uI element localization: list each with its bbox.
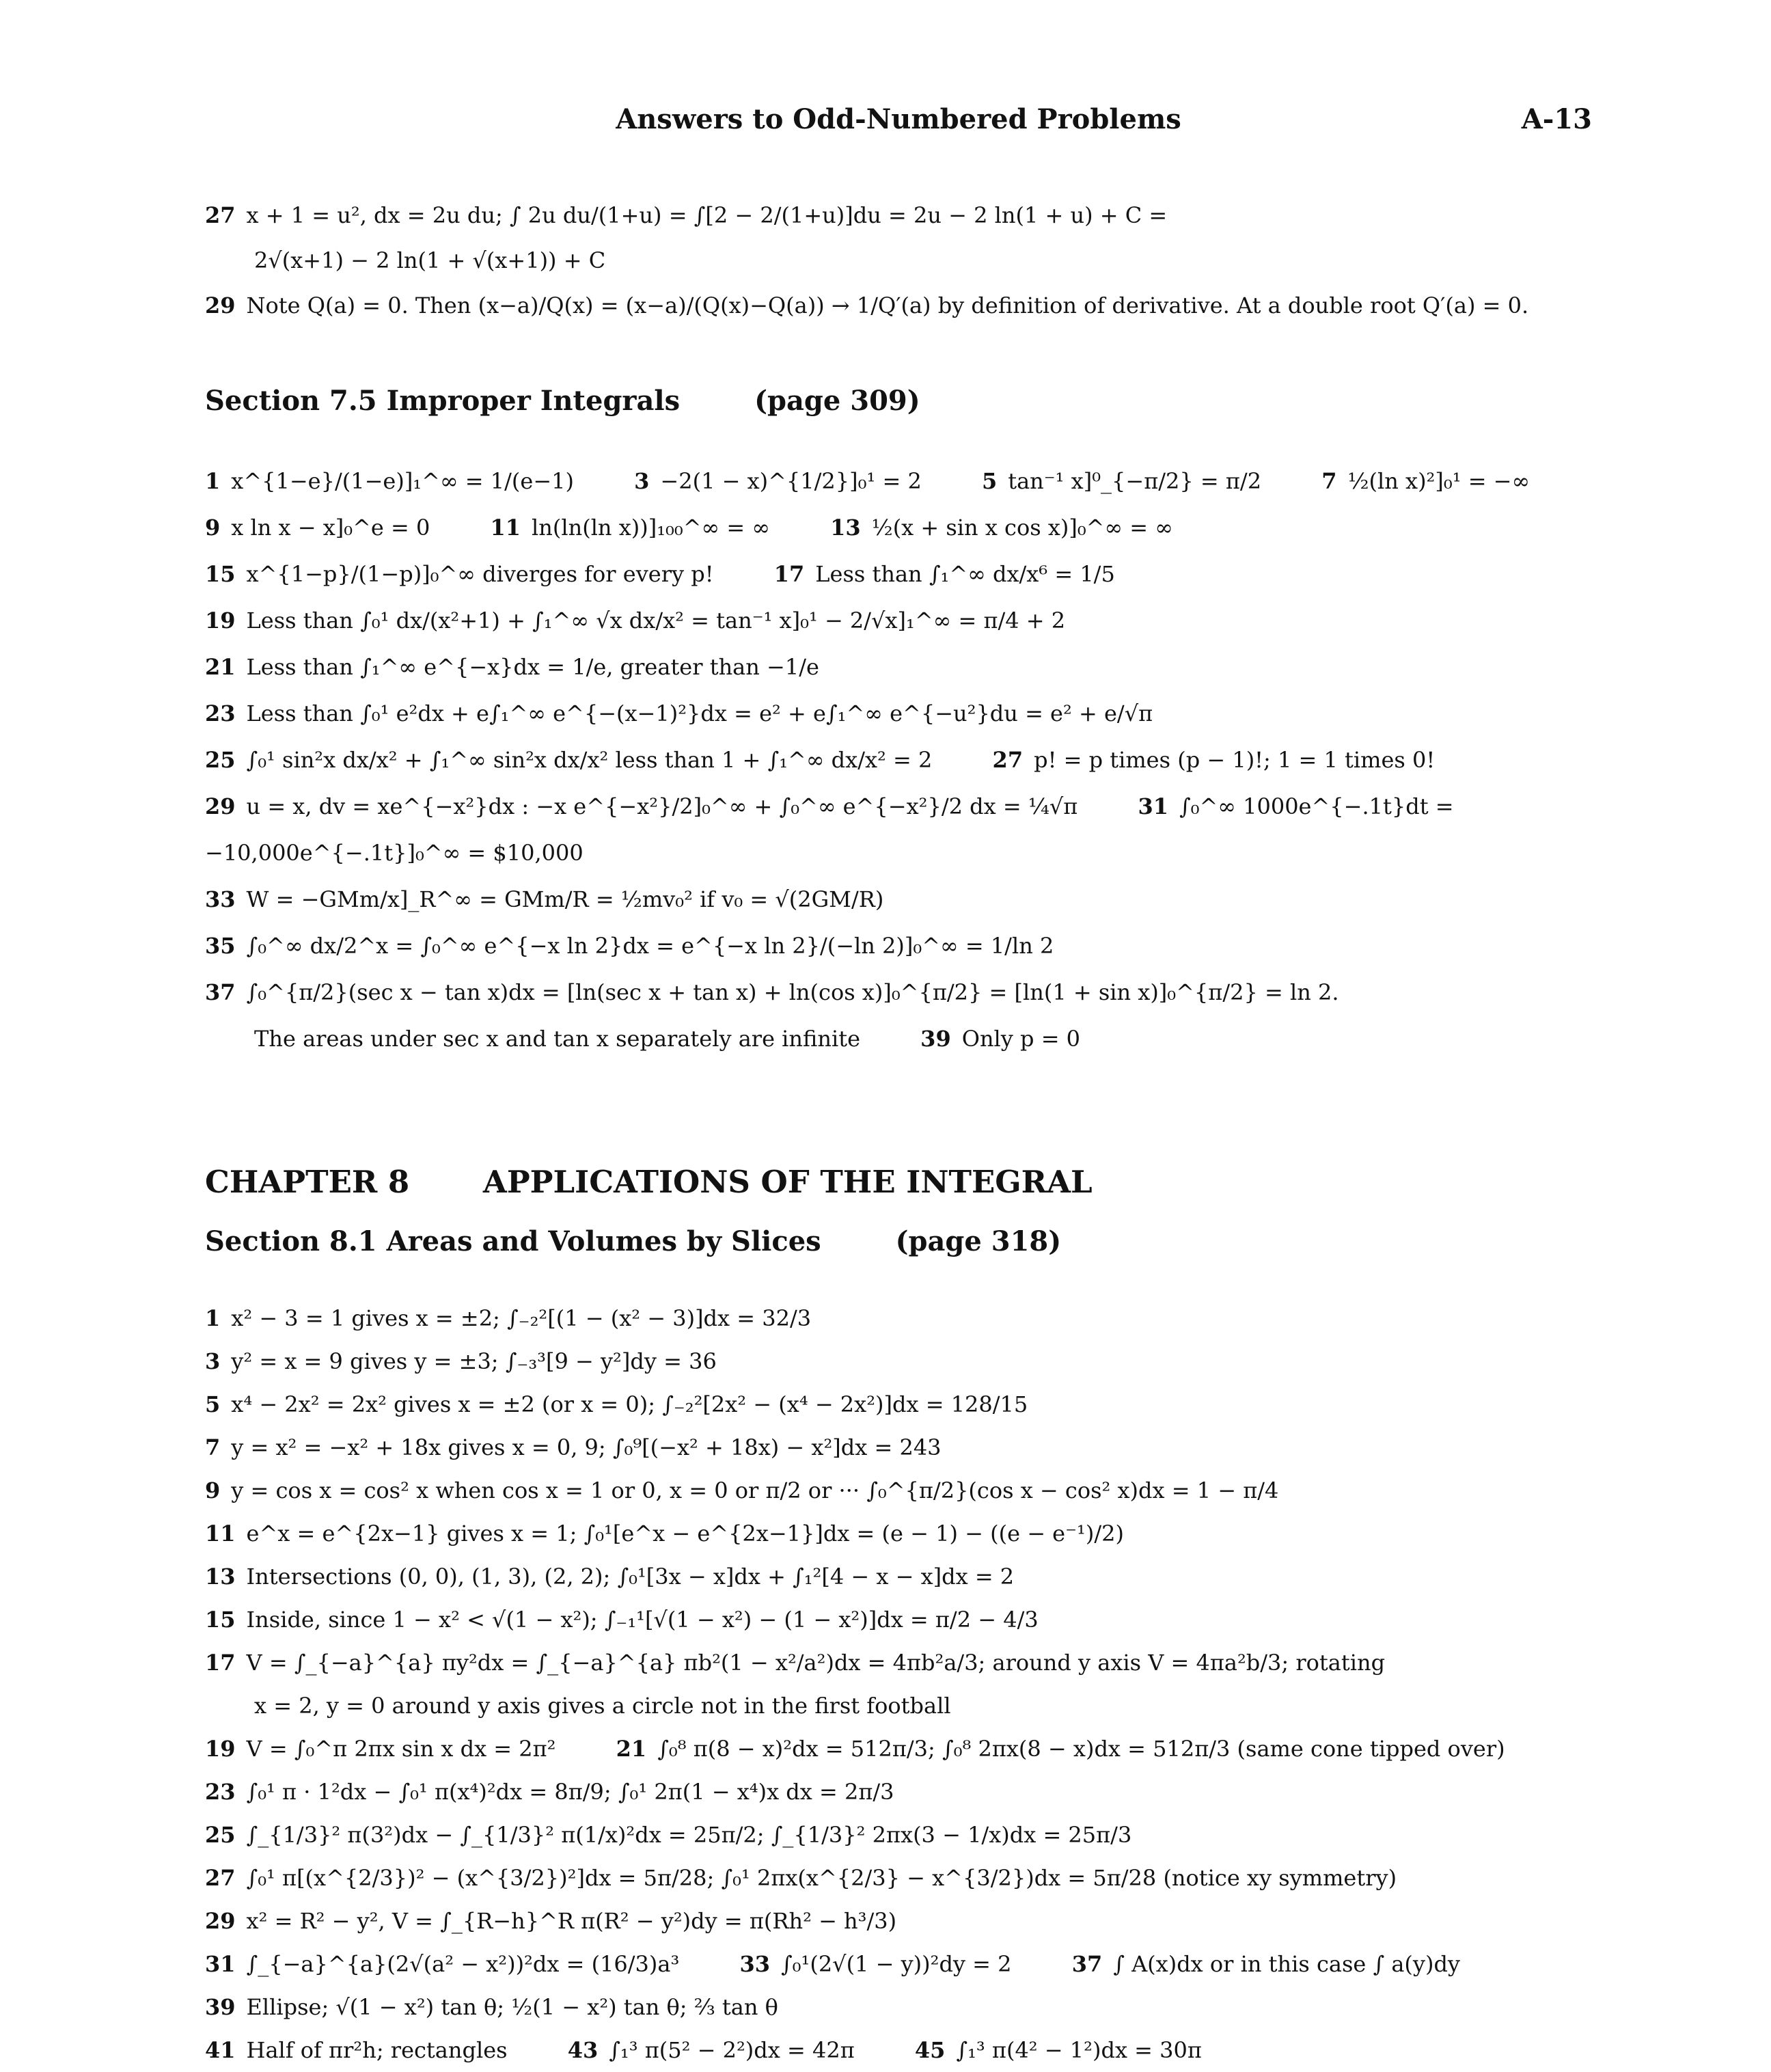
problem-number: 33 <box>205 886 236 912</box>
answer-line <box>205 690 1592 737</box>
answer-line <box>205 504 1592 551</box>
page-title: Answers to Odd-Numbered Problems <box>616 103 1181 135</box>
problem-number: 41 <box>205 2037 236 2063</box>
problem-number: 13 <box>205 1564 236 1590</box>
answer-text: x⁴ − 2x² = 2x² gives x = ±2 (or x = 0); ∫₋₂²[2x² − (x⁴ − 2x²)]dx = 128/15 <box>231 1391 1028 1417</box>
problem-number: 1 <box>205 1305 221 1331</box>
answer-line-continuation <box>205 238 1592 283</box>
answer-text: ∫₁³ π(5² − 2²)dx = 42π <box>609 2037 855 2063</box>
problem-number: 5 <box>205 1391 221 1417</box>
chapter-title: APPLICATIONS OF THE INTEGRAL <box>482 1164 1093 1200</box>
section-heading-text: Section 7.5 Improper Integrals <box>205 385 681 417</box>
problem-number: 9 <box>205 515 221 541</box>
answer-text: ∫₀¹ π · 1²dx − ∫₀¹ π(x⁴)²dx = 8π/9; ∫₀¹ 2π(1 − x⁴)x dx = 2π/3 <box>246 1779 894 1805</box>
answer-text: x^{1−p}/(1−p)]₀^∞ diverges for every p! <box>246 561 714 587</box>
answer-text: x² − 3 = 1 gives x = ±2; ∫₋₂²[(1 − (x² − 3)]dx = 32/3 <box>231 1305 812 1331</box>
answer-text: ∫ A(x)dx or in this case ∫ a(y)dy <box>1113 1951 1460 1977</box>
problem-number: 9 <box>205 1477 221 1503</box>
answer-text: Ellipse; √(1 − x²) tan θ; ½(1 − x²) tan θ; ⅔ tan θ <box>246 1994 778 2020</box>
answer-line <box>205 783 1592 876</box>
answer-line <box>205 1771 1592 1814</box>
problem-number: 23 <box>205 1779 236 1805</box>
problem-number: 29 <box>205 1908 236 1934</box>
answer-line <box>205 1469 1592 1512</box>
answer-text: ½(ln x)²]₀¹ = −∞ <box>1347 468 1530 494</box>
answer-line <box>205 283 1592 328</box>
answer-text: V = ∫_{−a}^{a} πy²dx = ∫_{−a}^{a} πb²(1 − x²/a²)dx = 4πb²a/3; around y axis V = 4πa²b/3; rotating <box>246 1650 1386 1676</box>
problem-number: 29 <box>205 793 236 819</box>
answer-text: x = 2, y = 0 around y axis gives a circle not in the first football <box>254 1693 951 1719</box>
answer-line <box>205 458 1592 504</box>
page-number: A-13 <box>1521 103 1592 135</box>
answer-text: ½(x + sin x cos x)]₀^∞ = ∞ <box>871 515 1173 541</box>
answer-line <box>205 1512 1592 1555</box>
answer-text: ∫₀¹ π[(x^{2/3})² − (x^{3/2})²]dx = 5π/28; ∫₀¹ 2πx(x^{2/3} − x^{3/2})dx = 5π/28 (notice xy symmetry) <box>246 1865 1397 1891</box>
section-page-ref: (page 309) <box>754 385 920 417</box>
answer-text: V = ∫₀^π 2πx sin x dx = 2π² <box>246 1736 556 1762</box>
problem-number: 29 <box>205 292 236 318</box>
problem-number: 27 <box>205 202 236 228</box>
section-heading-text: Section 8.1 Areas and Volumes by Slices <box>205 1225 821 1257</box>
section-page-ref: (page 318) <box>895 1225 1062 1257</box>
answer-line-continuation <box>205 1685 1592 1728</box>
problem-number: 19 <box>205 608 236 633</box>
answer-text: ∫₁³ π(4² − 1²)dx = 30π <box>956 2037 1202 2063</box>
answer-text: e^x = e^{2x−1} gives x = 1; ∫₀¹[e^x − e^{2x−1}]dx = (e − 1) − ((e − e⁻¹)/2) <box>246 1521 1124 1546</box>
answer-line <box>205 1598 1592 1641</box>
answer-text: ∫₀^∞ dx/2^x = ∫₀^∞ e^{−x ln 2}dx = e^{−x ln 2}/(−ln 2)]₀^∞ = 1/ln 2 <box>246 933 1054 959</box>
problem-number: 15 <box>205 561 236 587</box>
answer-text: Less than ∫₁^∞ e^{−x}dx = 1/e, greater than −1/e <box>246 654 819 680</box>
problem-number: 5 <box>981 468 998 494</box>
answer-line <box>205 2029 1592 2072</box>
answer-text: ∫₀¹(2√(1 − y))²dy = 2 <box>781 1951 1012 1977</box>
answer-line <box>205 1426 1592 1469</box>
answer-text: x² = R² − y², V = ∫_{R−h}^R π(R² − y²)dy = π(Rh² − h³/3) <box>246 1908 897 1934</box>
answer-line <box>205 737 1592 783</box>
problem-number: 39 <box>205 1994 236 2020</box>
answer-line <box>205 644 1592 690</box>
answer-text: Inside, since 1 − x² < √(1 − x²); ∫₋₁¹[√(1 − x²) − (1 − x²)]dx = π/2 − 4/3 <box>246 1607 1039 1633</box>
answer-text: x^{1−e}/(1−e)]₁^∞ = 1/(e−1) <box>231 468 574 494</box>
answer-text: W = −GMm/x]_R^∞ = GMm/R = ½mv₀² if v₀ = √(2GM/R) <box>246 886 884 912</box>
answer-text: Less than ∫₀¹ e²dx + e∫₁^∞ e^{−(x−1)²}dx = e² + e∫₁^∞ e^{−u²}du = e² + e/√π <box>246 700 1153 726</box>
problem-number: 25 <box>205 747 236 773</box>
section-8-1-answers <box>205 1297 1592 2072</box>
answer-line <box>205 1555 1592 1598</box>
answer-line <box>205 969 1592 1015</box>
answer-text: Only p = 0 <box>961 1026 1081 1052</box>
answer-line <box>205 1943 1592 1986</box>
answer-text: ∫_{−a}^{a}(2√(a² − x²))²dx = (16/3)a³ <box>246 1951 680 1977</box>
problem-number: 3 <box>634 468 650 494</box>
answer-line <box>205 876 1592 923</box>
answer-text: Note Q(a) = 0. Then (x−a)/Q(x) = (x−a)/(Q(x)−Q(a)) → 1/Q′(a) by definition of derivative. At a double root Q′(a) = 0. <box>246 292 1529 318</box>
problem-number: 11 <box>205 1521 236 1546</box>
answer-line <box>205 551 1592 597</box>
section-7-5-heading <box>205 384 1592 418</box>
answer-text: x ln x − x]₀^e = 0 <box>231 515 430 541</box>
chapter-8-heading <box>205 1163 1592 1201</box>
problem-number: 17 <box>773 561 805 587</box>
answer-line-continuation <box>205 1015 1592 1062</box>
answer-text: ∫₀^{π/2}(sec x − tan x)dx = [ln(sec x + tan x) + ln(cos x)]₀^{π/2} = [ln(1 + sin x)]₀^{π/2} = ln 2. <box>246 979 1339 1005</box>
problem-number: 37 <box>1071 1951 1103 1977</box>
problem-number: 21 <box>616 1736 647 1762</box>
problem-number: 13 <box>830 515 861 541</box>
answer-line <box>205 193 1592 238</box>
problem-number: 7 <box>1321 468 1337 494</box>
problem-number: 33 <box>739 1951 770 1977</box>
answer-text: tan⁻¹ x]⁰_{−π/2} = π/2 <box>1008 468 1262 494</box>
page-header <box>205 103 1592 137</box>
answer-text: y² = x = 9 gives y = ±3; ∫₋₃³[9 − y²]dy = 36 <box>231 1348 717 1374</box>
problem-number: 31 <box>1138 793 1168 819</box>
problem-number: 1 <box>205 468 221 494</box>
problem-number: 3 <box>205 1348 221 1374</box>
problem-number: 39 <box>920 1026 951 1052</box>
problem-number: 17 <box>205 1650 236 1676</box>
answer-text: Half of πr²h; rectangles <box>246 2037 508 2063</box>
section-8-1-heading <box>205 1225 1592 1259</box>
answer-text: ∫₀¹ sin²x dx/x² + ∫₁^∞ sin²x dx/x² less than 1 + ∫₁^∞ dx/x² = 2 <box>246 747 933 773</box>
answer-line <box>205 1641 1592 1685</box>
answer-text: ∫₀^∞ 1000e^{−.1t}dt = −10,000e^{−.1t}]₀^∞ = $10,000 <box>205 793 1454 866</box>
answer-line <box>205 1728 1592 1771</box>
answer-line <box>205 1814 1592 1857</box>
answer-text: p! = p times (p − 1)!; 1 = 1 times 0! <box>1034 747 1436 773</box>
answer-line <box>205 1857 1592 1900</box>
answer-text: u = x, dv = xe^{−x²}dx : −x e^{−x²}/2]₀^∞ + ∫₀^∞ e^{−x²}/2 dx = ¼√π <box>246 793 1078 819</box>
problem-number: 37 <box>205 979 236 1005</box>
problem-number: 27 <box>992 747 1024 773</box>
problem-number: 15 <box>205 1607 236 1633</box>
answer-text: Intersections (0, 0), (1, 3), (2, 2); ∫₀¹[3x − x]dx + ∫₁²[4 − x − x]dx = 2 <box>246 1564 1015 1590</box>
answer-text: The areas under sec x and tan x separately are infinite <box>254 1026 860 1052</box>
answer-line <box>205 597 1592 644</box>
problem-number: 23 <box>205 700 236 726</box>
problem-number: 25 <box>205 1822 236 1848</box>
problem-number: 21 <box>205 654 236 680</box>
answer-text: −2(1 − x)^{1/2}]₀¹ = 2 <box>660 468 922 494</box>
answer-text: ∫_{1/3}² π(3²)dx − ∫_{1/3}² π(1/x)²dx = 25π/2; ∫_{1/3}² 2πx(3 − 1/x)dx = 25π/3 <box>246 1822 1132 1848</box>
answer-text: Less than ∫₁^∞ dx/x⁶ = 1/5 <box>815 561 1115 587</box>
answer-line <box>205 923 1592 969</box>
problem-number: 43 <box>567 2037 599 2063</box>
answer-line <box>205 1900 1592 1943</box>
problem-number: 19 <box>205 1736 236 1762</box>
problem-number: 31 <box>205 1951 236 1977</box>
answer-line <box>205 1297 1592 1340</box>
answer-text: x + 1 = u², dx = 2u du; ∫ 2u du/(1+u) = ∫[2 − 2/(1+u)]du = 2u − 2 ln(1 + u) + C = <box>246 202 1168 228</box>
chapter-label: CHAPTER 8 <box>205 1164 410 1200</box>
answer-text: Less than ∫₀¹ dx/(x²+1) + ∫₁^∞ √x dx/x² = tan⁻¹ x]₀¹ − 2/√x]₁^∞ = π/4 + 2 <box>246 608 1066 633</box>
problem-number: 7 <box>205 1434 221 1460</box>
intro-answers <box>205 193 1592 328</box>
section-7-5-answers <box>205 458 1592 1062</box>
problem-number: 11 <box>490 515 521 541</box>
answer-line <box>205 1340 1592 1383</box>
answer-text: ∫₀⁸ π(8 − x)²dx = 512π/3; ∫₀⁸ 2πx(8 − x)dx = 512π/3 (same cone tipped over) <box>657 1736 1505 1762</box>
answer-line <box>205 1383 1592 1426</box>
answer-text: y = cos x = cos² x when cos x = 1 or 0, x = 0 or π/2 or ··· ∫₀^{π/2}(cos x − cos² x)dx = 1 − π/4 <box>231 1477 1279 1503</box>
problem-number: 35 <box>205 933 236 959</box>
answer-text: 2√(x+1) − 2 ln(1 + √(x+1)) + C <box>254 247 606 273</box>
answer-text: y = x² = −x² + 18x gives x = 0, 9; ∫₀⁹[(−x² + 18x) − x²]dx = 243 <box>231 1434 942 1460</box>
problem-number: 27 <box>205 1865 236 1891</box>
answer-text: ln(ln(ln x))]₁₀₀^∞ = ∞ <box>532 515 770 541</box>
problem-number: 45 <box>914 2037 946 2063</box>
answer-line <box>205 1986 1592 2029</box>
